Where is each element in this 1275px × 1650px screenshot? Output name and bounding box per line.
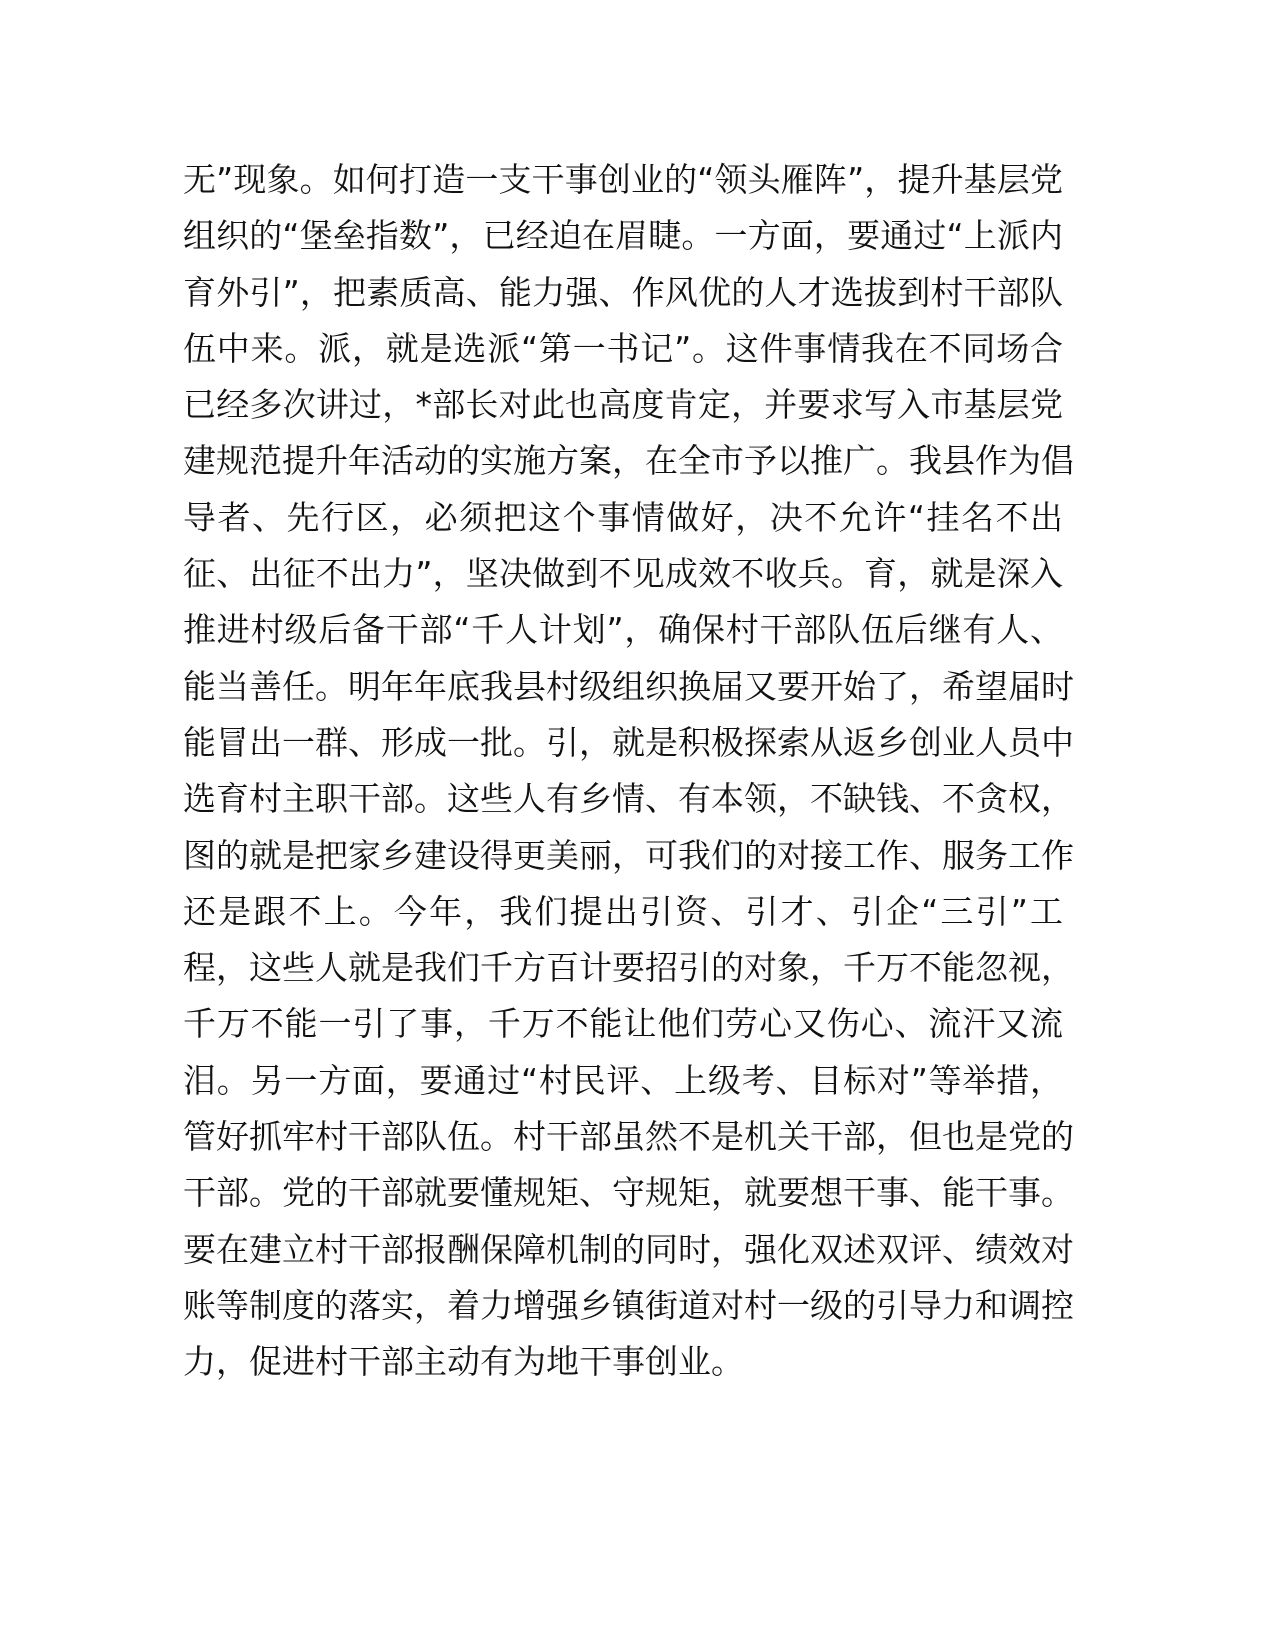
text-line: 账等制度的落实，着力增强乡镇街道对村一级的引导力和调控 [183,1285,1074,1325]
text-line: 图的就是把家乡建设得更美丽，可我们的对接工作、服务工作 [183,835,1074,875]
text-line: 还是跟不上。今年，我们提出引资、引才、引企“三引”工 [183,891,1063,931]
text-line: 选育村主职干部。这些人有乡情、有本领，不缺钱、不贪权， [183,779,1074,819]
body-paragraph [183,152,1074,1391]
text-line: 已经多次讲过，*部长对此也高度肯定，并要求写入市基层党 [183,385,1063,425]
text-line: 征、出征不出力”，坚决做到不见成效不收兵。育，就是深入 [183,554,1063,594]
text-line: 建规范提升年活动的实施方案，在全市予以推广。我县作为倡 [183,441,1074,481]
text-line: 管好抓牢村干部队伍。村干部虽然不是机关干部，但也是党的 [183,1117,1074,1157]
text-line: 力，促进村干部主动有为地干事创业。 [183,1342,744,1382]
text-line: 千万不能一引了事，千万不能让他们劳心又伤心、流汗又流 [183,1004,1063,1044]
text-line: 程，这些人就是我们千方百计要招引的对象，千万不能忽视， [183,948,1074,988]
text-line: 能当善任。明年年底我县村级组织换届又要开始了，希望届时 [183,666,1074,706]
text-line: 能冒出一群、形成一批。引，就是积极探索从返乡创业人员中 [183,722,1074,762]
text-line: 推进村级后备干部“千人计划”，确保村干部队伍后继有人、 [183,610,1063,650]
text-line: 要在建立村干部报酬保障机制的同时，强化双述双评、绩效对 [183,1229,1074,1269]
text-line: 泪。另一方面，要通过“村民评、上级考、目标对”等举措， [183,1060,1063,1100]
text-line: 无”现象。如何打造一支干事创业的“领头雁阵”，提升基层党 [183,160,1063,199]
text-line: 导者、先行区，必须把这个事情做好，决不允许“挂名不出 [183,497,1063,537]
text-line: 伍中来。派，就是选派“第一书记”。这件事情我在不同场合 [183,328,1063,368]
text-line: 干部。党的干部就要懂规矩、守规矩，就要想干事、能干事。 [183,1173,1074,1213]
text-line: 组织的“堡垒指数”，已经迫在眉睫。一方面，要通过“上派内 [183,216,1063,256]
text-line: 育外引”，把素质高、能力强、作风优的人才选拔到村干部队 [183,272,1063,312]
